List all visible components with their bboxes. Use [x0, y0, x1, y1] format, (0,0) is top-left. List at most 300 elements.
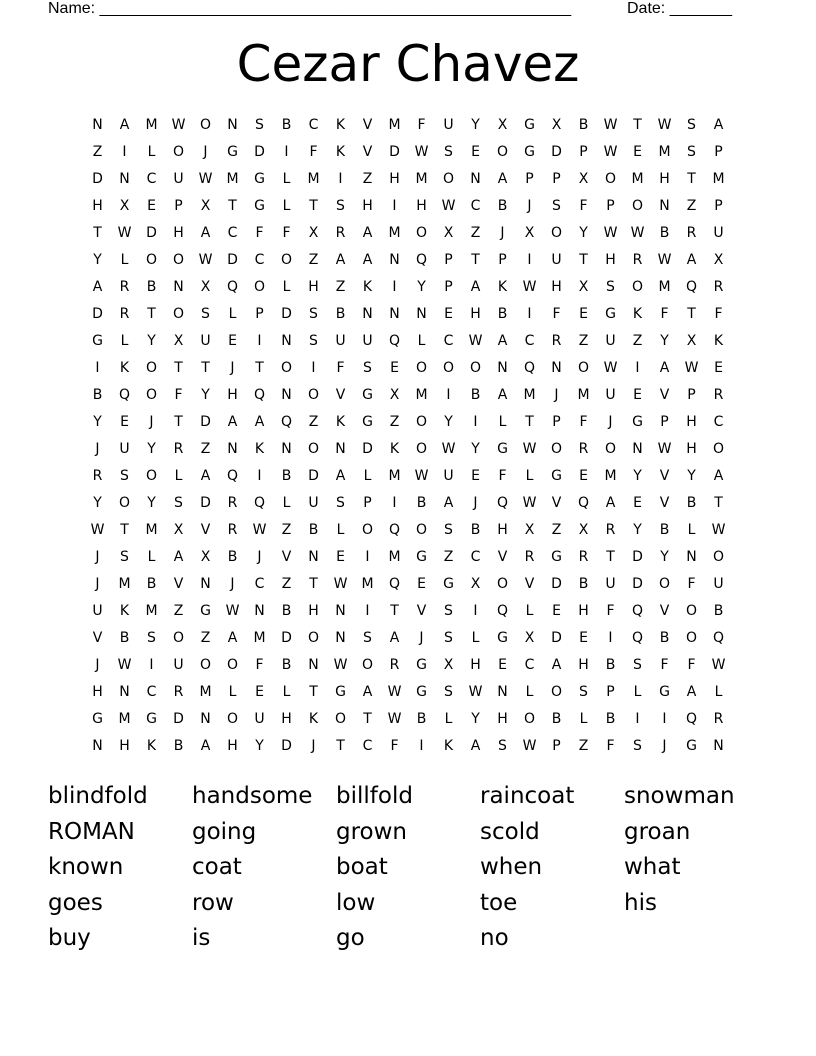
grid-letter: W: [252, 522, 267, 538]
grid-letter: G: [362, 414, 373, 430]
grid-letter: N: [497, 360, 508, 376]
grid-letter: B: [605, 657, 616, 673]
grid-letter: N: [92, 117, 103, 133]
grid-letter: J: [257, 549, 262, 565]
word-bank-item: known: [48, 854, 124, 880]
grid-letter: D: [551, 630, 562, 646]
grid-letter: F: [660, 657, 669, 673]
grid-row: [84, 465, 732, 492]
grid-letter: X: [524, 225, 535, 241]
grid-letter: O: [172, 630, 185, 646]
grid-letter: A: [200, 468, 211, 484]
grid-letter: V: [524, 576, 535, 592]
grid-letter: Z: [470, 225, 481, 241]
grid-letter: A: [254, 414, 265, 430]
word-bank-item: raincoat: [480, 783, 575, 809]
grid-letter: T: [633, 117, 642, 133]
grid-letter: V: [281, 549, 292, 565]
grid-letter: I: [608, 630, 613, 646]
grid-letter: O: [145, 387, 158, 403]
grid-letter: U: [362, 333, 373, 349]
grid-letter: P: [174, 198, 183, 214]
grid-letter: M: [361, 576, 374, 592]
grid-letter: V: [335, 387, 346, 403]
grid-letter: G: [659, 684, 670, 700]
grid-letter: L: [687, 522, 696, 538]
grid-letter: W: [117, 657, 132, 673]
grid-letter: O: [145, 360, 158, 376]
grid-letter: O: [415, 360, 428, 376]
grid-letter: B: [659, 225, 670, 241]
grid-letter: G: [92, 333, 103, 349]
grid-letter: N: [416, 306, 427, 322]
grid-letter: K: [335, 117, 346, 133]
grid-letter: O: [199, 117, 212, 133]
grid-letter: A: [335, 252, 346, 268]
grid-letter: L: [525, 603, 534, 619]
grid-letter: F: [687, 657, 696, 673]
grid-letter: W: [711, 522, 726, 538]
grid-letter: S: [336, 495, 345, 511]
grid-letter: L: [174, 468, 183, 484]
grid-letter: C: [146, 684, 157, 700]
grid-letter: R: [551, 333, 562, 349]
grid-letter: P: [444, 252, 453, 268]
grid-letter: P: [552, 171, 561, 187]
grid-letter: O: [550, 225, 563, 241]
grid-letter: G: [605, 306, 616, 322]
grid-letter: P: [255, 306, 264, 322]
grid-letter: O: [550, 441, 563, 457]
grid-letter: T: [201, 360, 210, 376]
grid-letter: T: [336, 738, 345, 754]
grid-row: [84, 168, 732, 195]
grid-letter: A: [686, 252, 697, 268]
grid-letter: J: [230, 360, 235, 376]
grid-letter: S: [363, 360, 372, 376]
grid-letter: Y: [579, 225, 588, 241]
grid-letter: Y: [471, 441, 480, 457]
grid-letter: G: [227, 144, 238, 160]
grid-letter: J: [527, 198, 532, 214]
grid-letter: E: [417, 576, 426, 592]
grid-letter: I: [392, 198, 397, 214]
grid-letter: O: [523, 711, 536, 727]
grid-letter: S: [444, 630, 453, 646]
grid-letter: X: [173, 333, 184, 349]
grid-letter: H: [659, 171, 670, 187]
grid-letter: S: [309, 333, 318, 349]
grid-letter: L: [471, 630, 480, 646]
grid-letter: N: [200, 711, 211, 727]
grid-letter: C: [470, 549, 481, 565]
grid-letter: X: [713, 252, 724, 268]
grid-letter: A: [497, 387, 508, 403]
grid-letter: F: [579, 414, 588, 430]
grid-letter: D: [92, 171, 103, 187]
grid-letter: Y: [93, 414, 102, 430]
grid-letter: D: [146, 225, 157, 241]
grid-letter: T: [174, 360, 183, 376]
grid-letter: Y: [444, 414, 453, 430]
grid-letter: W: [468, 333, 483, 349]
grid-letter: B: [497, 306, 508, 322]
grid-letter: M: [388, 549, 401, 565]
grid-letter: K: [713, 333, 724, 349]
grid-letter: R: [578, 549, 589, 565]
grid-letter: Z: [389, 414, 400, 430]
grid-letter: B: [227, 549, 238, 565]
grid-letter: D: [173, 711, 184, 727]
grid-letter: P: [579, 144, 588, 160]
grid-letter: O: [145, 468, 158, 484]
grid-letter: A: [362, 252, 373, 268]
word-bank-item: row: [192, 889, 234, 916]
grid-letter: M: [199, 684, 212, 700]
grid-letter: M: [307, 171, 320, 187]
grid-letter: I: [392, 495, 397, 511]
grid-letter: F: [498, 468, 507, 484]
grid-letter: V: [362, 117, 373, 133]
grid-letter: A: [659, 360, 670, 376]
grid-letter: L: [444, 711, 453, 727]
grid-row: [84, 573, 732, 600]
grid-letter: E: [336, 549, 345, 565]
grid-letter: V: [416, 603, 427, 619]
word-bank-item: low: [336, 889, 376, 916]
grid-letter: O: [658, 576, 671, 592]
grid-letter: Q: [388, 522, 401, 538]
grid-letter: O: [442, 171, 455, 187]
grid-letter: D: [227, 252, 238, 268]
grid-letter: O: [577, 360, 590, 376]
grid-letter: O: [307, 387, 320, 403]
grid-letter: X: [200, 198, 211, 214]
grid-letter: H: [578, 603, 589, 619]
grid-letter: O: [280, 360, 293, 376]
grid-letter: O: [361, 522, 374, 538]
grid-letter: S: [687, 144, 696, 160]
grid-letter: H: [92, 684, 103, 700]
grid-row: [84, 141, 732, 168]
grid-letter: H: [92, 198, 103, 214]
grid-letter: R: [713, 711, 724, 727]
grid-letter: N: [281, 441, 292, 457]
grid-letter: X: [470, 576, 481, 592]
grid-letter: C: [146, 171, 157, 187]
grid-letter: A: [200, 738, 211, 754]
grid-letter: E: [444, 306, 453, 322]
grid-letter: N: [92, 738, 103, 754]
grid-letter: H: [470, 306, 481, 322]
grid-letter: A: [497, 333, 508, 349]
grid-letter: F: [660, 306, 669, 322]
grid-letter: Z: [308, 252, 319, 268]
grid-letter: S: [444, 144, 453, 160]
grid-letter: R: [713, 387, 724, 403]
grid-letter: B: [92, 387, 103, 403]
grid-letter: M: [415, 387, 428, 403]
grid-letter: H: [362, 198, 373, 214]
grid-letter: Z: [335, 279, 346, 295]
grid-letter: O: [172, 252, 185, 268]
grid-letter: L: [282, 684, 291, 700]
grid-letter: B: [578, 576, 589, 592]
grid-letter: I: [446, 387, 451, 403]
grid-letter: R: [119, 279, 130, 295]
grid-letter: W: [603, 144, 618, 160]
grid-letter: D: [362, 441, 373, 457]
grid-letter: O: [469, 360, 482, 376]
grid-letter: F: [255, 657, 264, 673]
grid-letter: Q: [685, 279, 698, 295]
grid-letter: N: [686, 549, 697, 565]
grid-letter: O: [118, 495, 131, 511]
grid-letter: M: [577, 387, 590, 403]
grid-letter: G: [362, 387, 373, 403]
grid-letter: N: [470, 171, 481, 187]
grid-letter: D: [200, 414, 211, 430]
grid-letter: S: [633, 738, 642, 754]
grid-letter: V: [173, 576, 184, 592]
grid-letter: Q: [496, 495, 509, 511]
grid-letter: W: [711, 657, 726, 673]
grid-letter: X: [389, 387, 400, 403]
grid-letter: V: [659, 468, 670, 484]
grid-letter: Z: [632, 333, 643, 349]
grid-letter: W: [603, 360, 618, 376]
grid-letter: W: [630, 225, 645, 241]
grid-letter: G: [254, 171, 265, 187]
grid-letter: K: [119, 360, 130, 376]
grid-letter: B: [713, 603, 724, 619]
grid-letter: H: [551, 279, 562, 295]
grid-letter: M: [658, 279, 671, 295]
grid-letter: Q: [631, 630, 644, 646]
grid-letter: D: [308, 468, 319, 484]
grid-letter: M: [253, 630, 266, 646]
grid-letter: Z: [578, 738, 589, 754]
grid-letter: V: [659, 603, 670, 619]
grid-letter: K: [497, 279, 508, 295]
word-bank-item: handsome: [192, 783, 313, 809]
grid-letter: B: [659, 522, 670, 538]
grid-letter: Y: [147, 495, 156, 511]
grid-letter: E: [633, 144, 642, 160]
grid-letter: L: [282, 198, 291, 214]
grid-letter: W: [414, 144, 429, 160]
word-bank-item: toe: [480, 889, 518, 916]
grid-letter: X: [578, 522, 589, 538]
grid-letter: M: [631, 171, 644, 187]
grid-letter: J: [608, 414, 613, 430]
grid-letter: S: [606, 279, 615, 295]
grid-letter: H: [119, 738, 130, 754]
word-bank-item: buy: [48, 925, 91, 951]
grid-letter: L: [282, 279, 291, 295]
grid-letter: O: [307, 441, 320, 457]
grid-letter: Z: [200, 630, 211, 646]
grid-letter: S: [309, 306, 318, 322]
grid-letter: O: [172, 144, 185, 160]
grid-letter: O: [712, 441, 725, 457]
grid-letter: J: [203, 144, 208, 160]
grid-letter: N: [200, 576, 211, 592]
grid-letter: S: [255, 117, 264, 133]
grid-letter: O: [631, 198, 644, 214]
grid-letter: E: [633, 387, 642, 403]
grid-letter: Z: [362, 171, 373, 187]
grid-letter: Z: [578, 333, 589, 349]
grid-letter: N: [308, 549, 319, 565]
grid-letter: G: [686, 738, 697, 754]
grid-letter: D: [254, 144, 265, 160]
word-bank-item: what: [624, 854, 681, 880]
grid-letter: N: [335, 441, 346, 457]
grid-letter: E: [579, 630, 588, 646]
grid-letter: B: [416, 711, 427, 727]
grid-letter: U: [308, 495, 319, 511]
grid-letter: S: [174, 495, 183, 511]
grid-letter: H: [497, 711, 508, 727]
grid-letter: D: [551, 144, 562, 160]
grid-row: [84, 708, 732, 735]
grid-letter: R: [713, 279, 724, 295]
grid-letter: Q: [280, 414, 293, 430]
grid-letter: Y: [417, 279, 426, 295]
grid-letter: J: [95, 441, 100, 457]
grid-letter: A: [92, 279, 103, 295]
grid-letter: D: [281, 306, 292, 322]
grid-row: [84, 411, 732, 438]
grid-letter: X: [578, 279, 589, 295]
grid-row: [84, 627, 732, 654]
grid-letter: C: [470, 198, 481, 214]
grid-letter: U: [443, 117, 454, 133]
grid-letter: P: [525, 171, 534, 187]
grid-letter: Y: [93, 495, 102, 511]
grid-letter: A: [362, 225, 373, 241]
grid-letter: A: [605, 495, 616, 511]
grid-letter: J: [662, 738, 667, 754]
grid-letter: Y: [660, 333, 669, 349]
grid-letter: W: [414, 468, 429, 484]
grid-letter: H: [389, 171, 400, 187]
grid-letter: P: [660, 414, 669, 430]
grid-letter: H: [308, 279, 319, 295]
grid-letter: W: [657, 441, 672, 457]
grid-letter: V: [362, 144, 373, 160]
grid-letter: Y: [93, 252, 102, 268]
word-bank-item: when: [480, 854, 543, 880]
grid-row: [84, 492, 732, 519]
grid-letter: R: [119, 306, 130, 322]
grid-letter: P: [444, 279, 453, 295]
grid-letter: E: [120, 414, 129, 430]
grid-letter: M: [658, 144, 671, 160]
grid-letter: O: [415, 441, 428, 457]
grid-letter: H: [416, 198, 427, 214]
grid-letter: O: [307, 630, 320, 646]
word-bank-item: snowman: [624, 783, 735, 809]
grid-letter: L: [525, 684, 534, 700]
grid-letter: Q: [523, 360, 536, 376]
grid-letter: O: [253, 279, 266, 295]
grid-letter: I: [365, 603, 370, 619]
grid-letter: I: [122, 144, 127, 160]
grid-letter: N: [119, 684, 130, 700]
grid-letter: W: [603, 225, 618, 241]
grid-letter: M: [388, 117, 401, 133]
grid-letter: U: [92, 603, 103, 619]
grid-letter: P: [606, 198, 615, 214]
grid-letter: B: [605, 711, 616, 727]
grid-letter: A: [551, 657, 562, 673]
grid-letter: L: [147, 144, 156, 160]
grid-row: [84, 303, 732, 330]
grid-letter: M: [118, 711, 131, 727]
grid-letter: S: [444, 522, 453, 538]
grid-letter: H: [173, 225, 184, 241]
grid-letter: R: [173, 684, 184, 700]
grid-letter: L: [228, 684, 237, 700]
grid-letter: G: [524, 117, 535, 133]
grid-row: [84, 654, 732, 681]
grid-letter: Y: [687, 468, 696, 484]
grid-letter: F: [606, 738, 615, 754]
word-bank-item: coat: [192, 854, 242, 880]
grid-letter: N: [659, 198, 670, 214]
grid-letter: T: [390, 603, 399, 619]
grid-letter: B: [686, 495, 697, 511]
grid-letter: A: [686, 684, 697, 700]
grid-letter: P: [552, 738, 561, 754]
grid-letter: V: [659, 495, 670, 511]
grid-letter: X: [686, 333, 697, 349]
grid-row: [84, 519, 732, 546]
grid-letter: P: [606, 684, 615, 700]
grid-letter: R: [335, 225, 346, 241]
grid-letter: U: [119, 441, 130, 457]
grid-letter: I: [365, 549, 370, 565]
grid-letter: W: [198, 252, 213, 268]
grid-letter: I: [257, 468, 262, 484]
grid-letter: J: [419, 630, 424, 646]
grid-letter: A: [173, 549, 184, 565]
grid-letter: E: [633, 495, 642, 511]
grid-letter: X: [551, 117, 562, 133]
grid-letter: H: [281, 711, 292, 727]
grid-letter: B: [470, 387, 481, 403]
grid-letter: W: [225, 603, 240, 619]
grid-letter: C: [362, 738, 373, 754]
grid-letter: G: [443, 576, 454, 592]
word-bank-item: goes: [48, 889, 103, 916]
word-bank-item: his: [624, 889, 657, 916]
grid-letter: J: [230, 576, 235, 592]
grid-letter: M: [415, 171, 428, 187]
grid-letter: R: [524, 549, 535, 565]
grid-letter: W: [198, 171, 213, 187]
grid-letter: N: [551, 360, 562, 376]
grid-letter: O: [334, 711, 347, 727]
grid-letter: N: [389, 306, 400, 322]
grid-letter: A: [200, 225, 211, 241]
grid-letter: Q: [388, 333, 401, 349]
grid-letter: Q: [415, 252, 428, 268]
grid-row: [84, 600, 732, 627]
grid-letter: P: [498, 252, 507, 268]
